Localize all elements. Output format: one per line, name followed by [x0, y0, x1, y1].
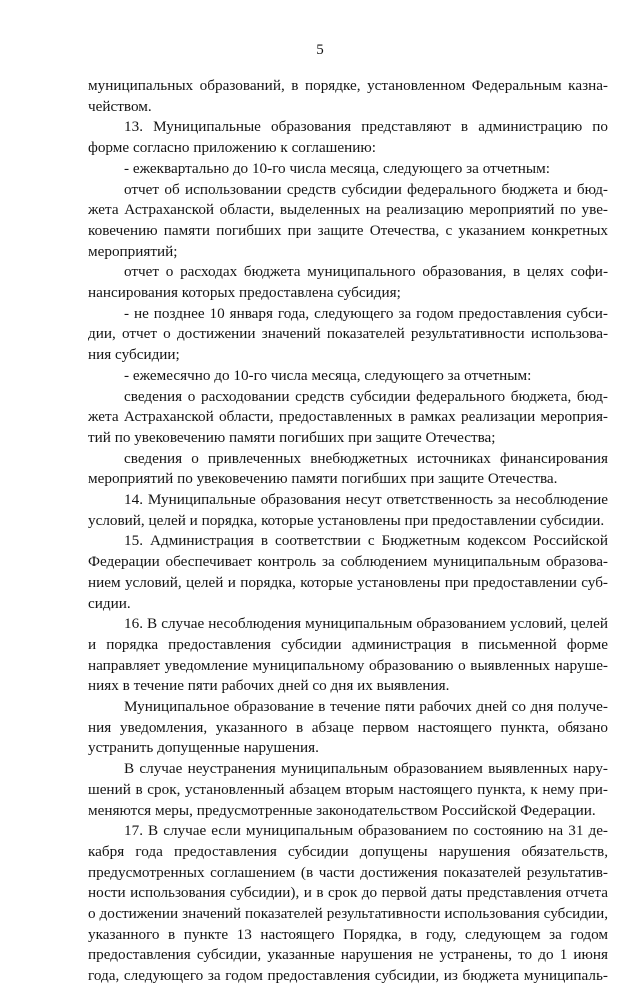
text-line: 15. Администрация в соответствии с Бюджетным кодексом Российской [124, 532, 608, 550]
text-line: шений в срок, установленный абзацем вторым настоящего пункта, к нему при- [88, 780, 608, 798]
text-line: ния уведомления, указанного в абзаце первом настоящего пункта, обязано [88, 718, 608, 736]
text-line: муниципальных образований, в порядке, установленном Федеральным казна- [88, 77, 608, 94]
text-line: отчет об использовании средств субсидии федерального бюджета и бюд- [124, 180, 608, 198]
text-line: меняются меры, предусмотренные законодательством Российской Федерации. [88, 801, 596, 819]
text-line: 17. В случае если муниципальным образованием по состоянию на 31 де- [124, 822, 608, 840]
text-line: Муниципальное образование в течение пяти рабочих дней со дня получе- [124, 698, 608, 715]
text-line: нием условий, целей и порядка, которые установлены при предоставлении суб- [88, 573, 608, 591]
text-line: Федерации обеспечивает контроль за соблюдением муниципальным образова- [88, 553, 608, 571]
text-line: - ежеквартально до 10-го числа месяца, следующего за отчетным: [124, 159, 550, 177]
text-line: сведения о расходовании средств субсидии федерального бюджета, бюд- [124, 387, 608, 405]
text-line: предоставления субсидии, указанные нарушения не устранены, то до 1 июня [88, 946, 608, 964]
text-line: года, следующего за годом предоставления субсидии, из бюджета муниципаль- [88, 967, 608, 985]
text-line: отчет о расходах бюджета муниципального образования, в целях софи- [124, 263, 608, 281]
text-line: жета Астраханской области, предоставленных в рамках реализации мероприя- [88, 408, 608, 426]
text-line: нансирования которых предоставлена субсидия; [88, 284, 401, 301]
text-line: и порядка предоставления субсидии администрация в письменной форме [88, 635, 608, 653]
text-line: - ежемесячно до 10-го числа месяца, следующего за отчетным: [124, 366, 532, 384]
text-line: дии, отчет о достижении значений показателей результативности использова- [88, 325, 608, 343]
text-line: 16. В случае несоблюдения муниципальным образованием условий, целей [124, 615, 608, 633]
text-line: ниях в течение пяти рабочих дней со дня их выявления. [88, 677, 450, 695]
text-line: мероприятий; [88, 242, 178, 260]
text-line: указанного в пункте 13 настоящего Порядка, в году, следующем за годом [88, 925, 608, 943]
text-line: сидии. [88, 594, 131, 612]
text-line: предусмотренных соглашением (в части достижения показателей результатив- [88, 863, 608, 881]
text-line: форме согласно приложению к соглашению: [88, 139, 376, 157]
text-line: тий по увековечению памяти погибших при защите Отечества; [88, 428, 496, 446]
text-line: сведения о привлеченных внебюджетных источниках финансирования [124, 449, 608, 467]
text-line: кабря года предоставления субсидии допущены нарушения обязательств, [88, 842, 608, 860]
text-line: направляет уведомление муниципальному образованию о выявленных наруше- [88, 656, 608, 674]
text-line: ности использования субсидии), и в срок до первой даты представления отчета [88, 884, 608, 902]
text-line: 13. Муниципальные образования представляют в администрацию по [124, 118, 608, 136]
text-line: устранить допущенные нарушения. [88, 739, 319, 757]
text-line: чейством. [88, 97, 152, 115]
text-line: - не позднее 10 января года, следующего за годом предоставления субси- [124, 304, 608, 322]
text-line: о достижении значений показателей результативности использования субсидии, [88, 905, 608, 922]
text-line: 14. Муниципальные образования несут ответственность за несоблюдение [124, 491, 608, 508]
page-number: 5 [316, 42, 324, 58]
text-line: жета Астраханской области, выделенных на реализацию мероприятий по уве- [88, 201, 608, 219]
text-line: В случае неустранения муниципальным образованием выявленных нару- [124, 760, 608, 778]
text-line: ния субсидии; [88, 346, 180, 364]
text-line: условий, целей и порядка, которые установлены при предоставлении субсидии. [88, 511, 605, 529]
text-line: мероприятий по увековечению памяти погибших при защите Отечества. [88, 470, 558, 488]
text-line: ковечению памяти погибших при защите Отечества, с указанием конкретных [88, 221, 608, 239]
